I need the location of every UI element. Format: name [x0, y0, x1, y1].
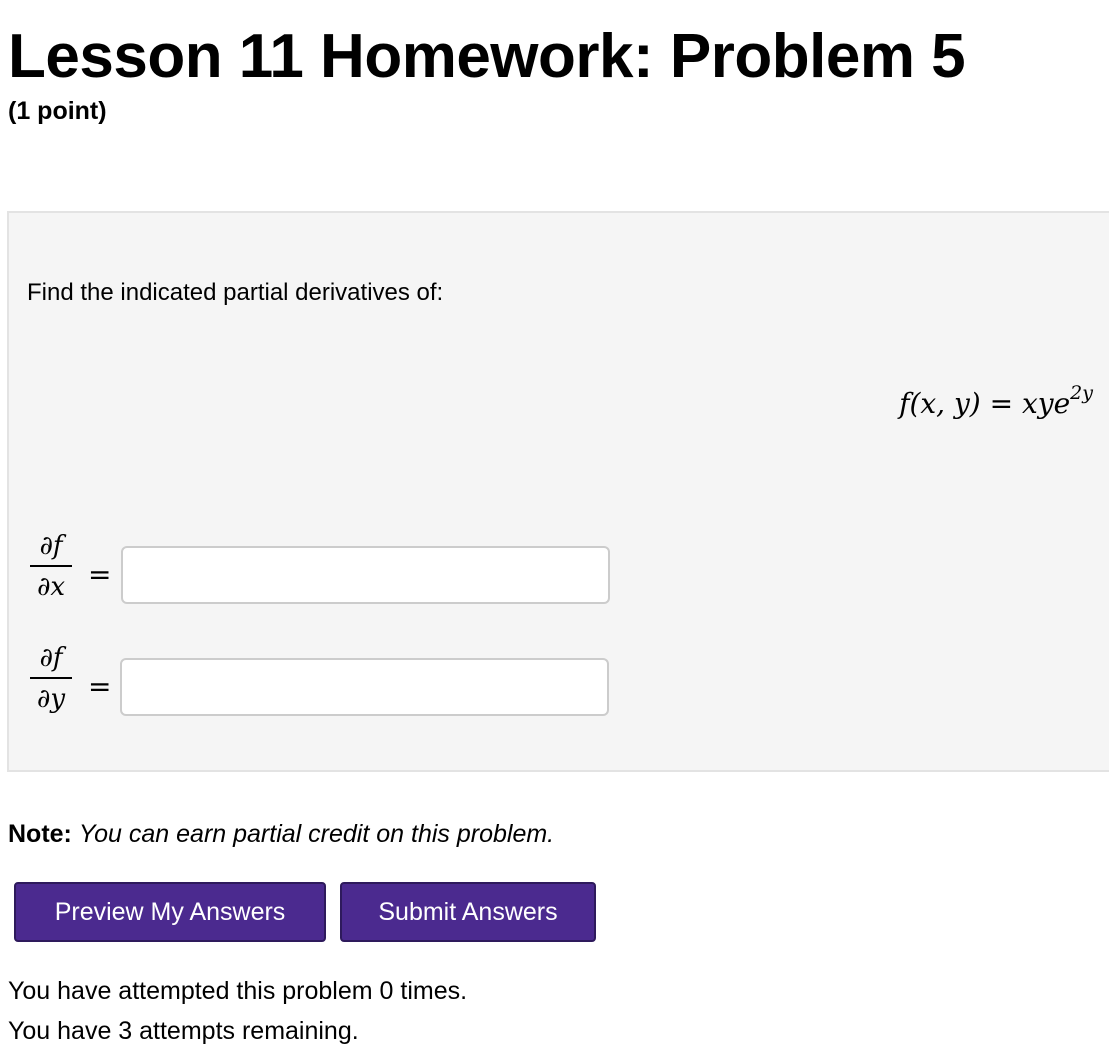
partial-x-label — [30, 530, 72, 603]
partial-y-numerator: ∂f — [39, 643, 63, 673]
attempts-count: You have attempted this problem 0 times. — [8, 977, 468, 1005]
preview-answers-button[interactable]: Preview My Answers — [14, 882, 326, 942]
partial-x-numerator: ∂f — [39, 531, 63, 561]
partial-y-label — [30, 642, 72, 715]
function-equals: = — [989, 387, 1014, 420]
partial-y-equals: = — [88, 670, 112, 703]
page-title: Lesson 11 Homework: Problem 5 — [8, 22, 966, 91]
note-label: Note: — [8, 820, 72, 848]
partial-y-answer-input[interactable] — [120, 658, 609, 716]
partial-y-fraction-bar — [30, 677, 72, 679]
partial-x-denominator: ∂x — [36, 572, 66, 602]
function-definition — [899, 384, 1093, 427]
partial-x-answer-input[interactable] — [121, 546, 610, 604]
partial-y-denominator: ∂y — [36, 684, 66, 714]
submit-answers-button[interactable]: Submit Answers — [340, 882, 596, 942]
problem-prompt: Find the indicated partial derivatives of: — [27, 279, 444, 306]
function-base: xye — [1021, 387, 1071, 420]
note-text: You can earn partial credit on this problem. — [78, 820, 555, 848]
partial-x-fraction-bar — [30, 565, 72, 567]
partial-credit-note — [8, 818, 554, 850]
partial-x-equals: = — [88, 558, 112, 591]
problem-points: (1 point) — [8, 97, 107, 125]
function-lhs: f(x, y) — [899, 387, 981, 420]
attempts-remaining: You have 3 attempts remaining. — [8, 1017, 359, 1045]
function-exponent: 2y — [1070, 382, 1093, 404]
